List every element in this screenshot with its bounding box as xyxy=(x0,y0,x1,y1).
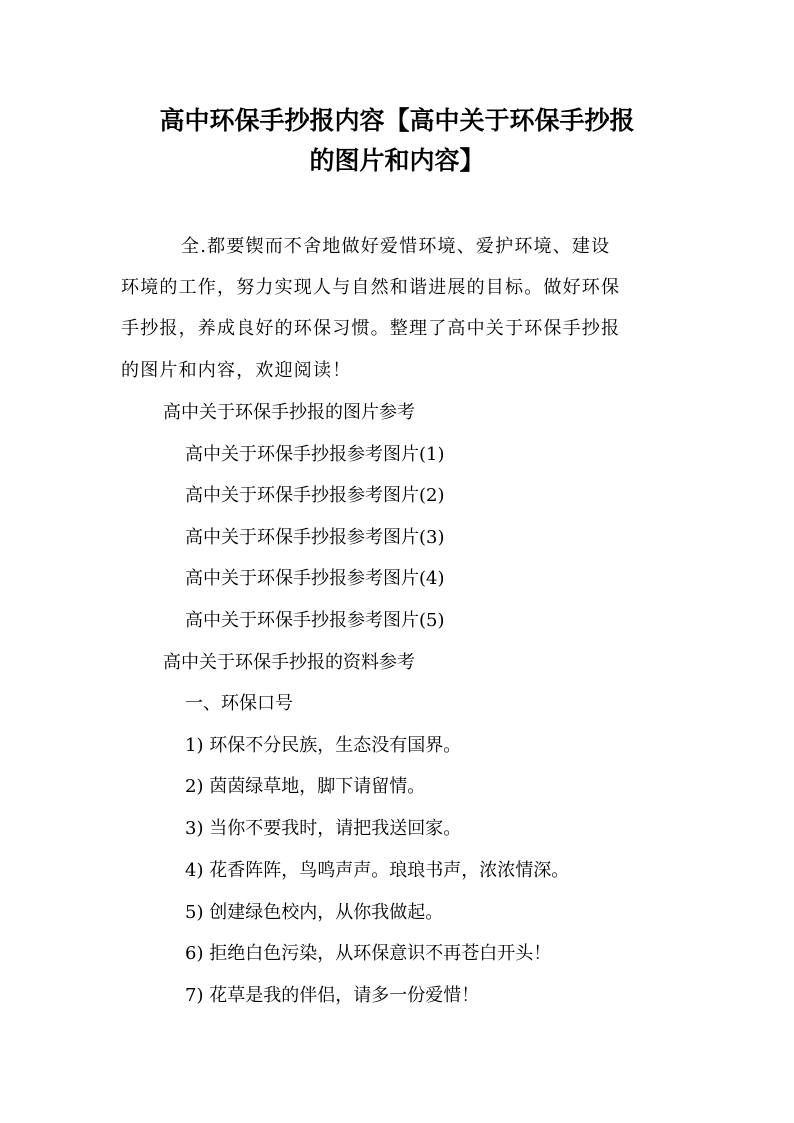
title-line-1: 高中环保手抄报内容【高中关于环保手抄报 xyxy=(159,106,635,135)
image-item: 高中关于环保手抄报参考图片(3) xyxy=(185,527,445,548)
image-item: 高中关于环保手抄报参考图片(4) xyxy=(185,568,445,589)
slogan-item: 4) 花香阵阵，鸟鸣声声。琅琅书声，浓浓情深。 xyxy=(185,860,570,881)
slogan-item: 2) 茵茵绿草地，脚下请留情。 xyxy=(185,776,426,797)
slogans-subheading: 一、环保口号 xyxy=(185,693,293,714)
materials-heading: 高中关于环保手抄报的资料参考 xyxy=(163,652,415,673)
title-line-2: 的图片和内容】 xyxy=(309,146,485,175)
slogan-item: 7) 花草是我的伴侣，请多一份爱惜！ xyxy=(185,985,480,1006)
image-item: 高中关于环保手抄报参考图片(2) xyxy=(185,485,445,506)
images-heading: 高中关于环保手抄报的图片参考 xyxy=(163,402,415,423)
slogan-item: 3) 当你不要我时，请把我送回家。 xyxy=(185,818,462,839)
intro-line-3: 手抄报，养成良好的环保习惯。整理了高中关于环保手抄报 xyxy=(121,318,621,339)
image-item: 高中关于环保手抄报参考图片(5) xyxy=(185,610,445,631)
intro-line-4: 的图片和内容，欢迎阅读！ xyxy=(121,360,352,381)
slogan-item: 6) 拒绝白色污染，从环保意识不再苍白开头！ xyxy=(185,943,552,964)
intro-line-1: 全.都要锲而不舍地做好爱惜环境、爱护环境、建设 xyxy=(181,236,611,257)
image-item: 高中关于环保手抄报参考图片(1) xyxy=(185,444,445,465)
slogan-item: 1) 环保不分民族，生态没有国界。 xyxy=(185,735,462,756)
slogan-item: 5) 创建绿色校内，从你我做起。 xyxy=(185,902,444,923)
intro-line-2: 环境的工作，努力实现人与自然和谐进展的目标。做好环保 xyxy=(121,277,621,298)
